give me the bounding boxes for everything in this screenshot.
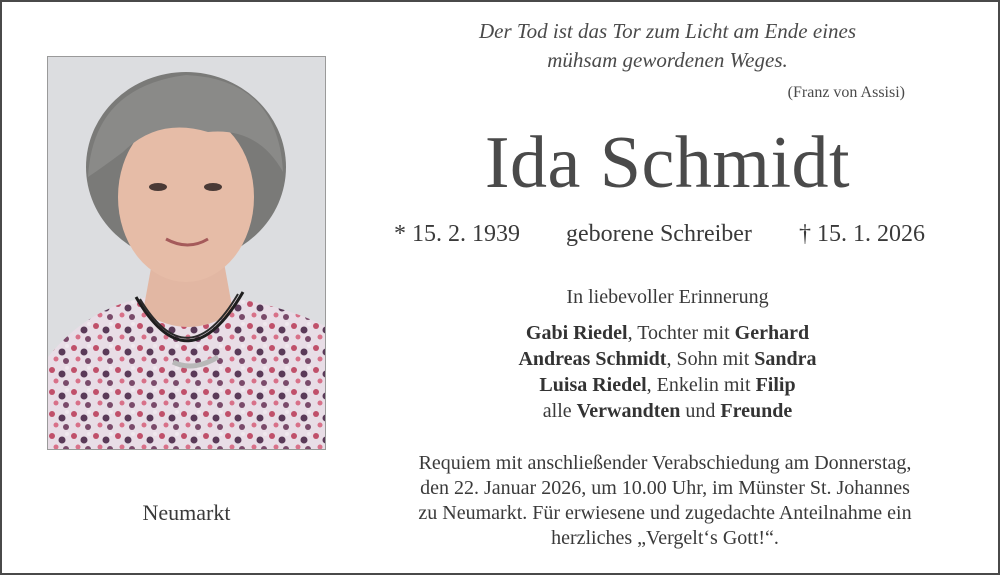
portrait-photo xyxy=(47,56,326,450)
mourner-line xyxy=(380,346,955,372)
service-line: zu Neumarkt. Für erwiesene und zugedachte Anteilnahme ein xyxy=(418,502,912,524)
quote-author: (Franz von Assisi) xyxy=(787,84,905,101)
service-line: den 22. Januar 2026, um 10.00 Uhr, im Münster St. Johannes xyxy=(420,477,910,499)
friends-label: Freunde xyxy=(720,400,793,422)
mourners-list xyxy=(380,320,955,424)
epitaph-quote xyxy=(380,17,955,75)
quote-line-1: Der Tod ist das Tor zum Licht am Ende eines xyxy=(478,19,857,43)
portrait-image xyxy=(48,57,326,450)
relatives-label: Verwandten xyxy=(576,400,681,422)
mourner-partner: Filip xyxy=(755,374,796,396)
mourner-name: Gabi Riedel xyxy=(525,322,628,344)
maiden-name: geborene Schreiber xyxy=(566,221,752,247)
service-line: Requiem mit anschließender Verabschiedung am Donnerstag, xyxy=(418,452,912,474)
remembrance-heading: In liebevoller Erinnerung xyxy=(566,286,769,308)
mourner-partner: Gerhard xyxy=(734,322,810,344)
birth-date: * 15. 2. 1939 xyxy=(394,221,520,247)
mourner-conj: und xyxy=(680,400,721,422)
deceased-name: Ida Schmidt xyxy=(484,122,851,204)
quote-line-2: mühsam gewordenen Weges. xyxy=(547,48,788,72)
service-line: herzliches „Vergelt‘s Gott!“. xyxy=(551,527,779,549)
mourner-line xyxy=(380,320,955,346)
service-notice xyxy=(355,451,975,551)
location-label: Neumarkt xyxy=(142,500,231,525)
mourner-line-relatives xyxy=(380,398,955,424)
mourner-relation: , Enkelin mit xyxy=(646,374,756,396)
mourner-relation: , Sohn mit xyxy=(666,348,755,370)
mourner-partner: Sandra xyxy=(754,348,817,370)
mourner-relation: , Tochter mit xyxy=(627,322,735,344)
death-date: † 15. 1. 2026 xyxy=(799,221,925,247)
mourner-name: Luisa Riedel xyxy=(539,374,647,396)
mourner-prefix: alle xyxy=(542,400,577,422)
mourner-line xyxy=(380,372,955,398)
mourner-name: Andreas Schmidt xyxy=(518,348,667,370)
